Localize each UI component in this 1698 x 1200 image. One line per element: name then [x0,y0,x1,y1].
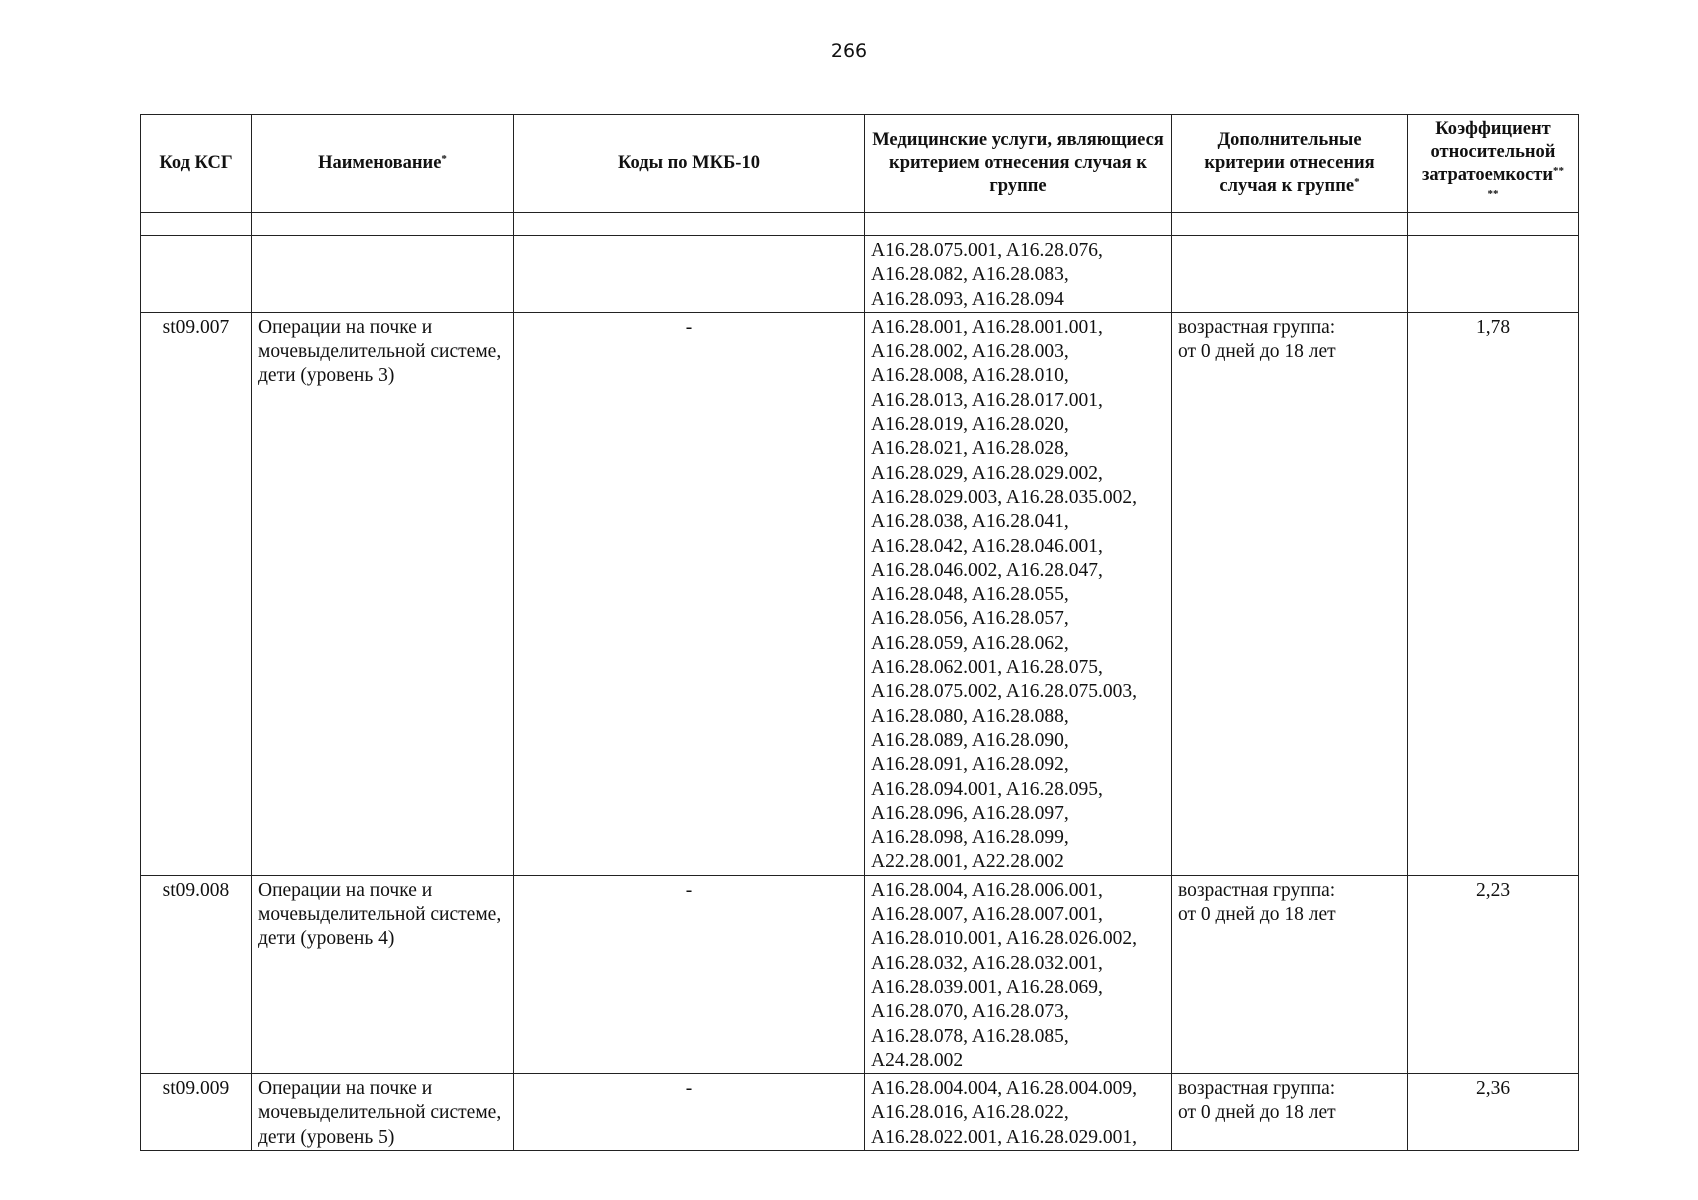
coefficient-cell: 2,36 [1408,1074,1579,1151]
table-row [141,875,1579,1073]
table-header-row [141,115,1579,213]
ksg-table [140,114,1579,1151]
services-cell [865,236,1172,313]
services-cell [865,1074,1172,1151]
mkb-codes-cell: - [514,312,865,875]
coefficient-cell: 2,23 [1408,875,1579,1073]
ksg-name-cell: Операции на почке и мочевыделительной системе, дети (уровень 4) [252,875,514,1073]
service-codes-line: A16.28.021, A16.28.028, [871,438,1069,460]
table-row [141,1074,1579,1151]
service-codes-line: A16.28.019, A16.28.020, [871,414,1069,436]
service-codes-line: A16.28.039.001, A16.28.069, [871,976,1103,998]
ksg-code-cell: st09.007 [141,312,252,875]
service-codes-line: A16.28.098, A16.28.099, [871,827,1069,849]
extra-criteria-cell [1172,1074,1408,1151]
extra-criteria-cell [1172,875,1408,1073]
footnote-mark: ** [1553,164,1565,177]
service-codes-line: A16.28.029.003, A16.28.035.002, [871,486,1137,508]
mkb-codes-cell: - [514,1074,865,1151]
service-codes-line: A16.28.056, A16.28.057, [871,608,1069,630]
service-codes-line: A16.28.042, A16.28.046.001, [871,535,1103,557]
service-codes-line: A22.28.001, A22.28.002 [871,851,1064,873]
header-services: Медицинские услуги, являющиеся критерием отнесения случая к группе [865,115,1172,213]
ksg-code-cell: st09.008 [141,875,252,1073]
service-codes-line: A16.28.007, A16.28.007.001, [871,904,1103,926]
service-codes-line: A16.28.001, A16.28.001.001, [871,316,1103,338]
coefficient-cell [1408,236,1579,313]
mkb-codes-cell [514,236,865,313]
service-codes-line: A16.28.089, A16.28.090, [871,729,1069,751]
page-number: 266 [830,40,868,62]
header-coef: Коэффициент относительной затратоемкости** ** [1408,115,1579,213]
service-codes-line: A16.28.048, A16.28.055, [871,584,1069,606]
services-cell [865,875,1172,1073]
extra-criteria-cell [1172,236,1408,313]
service-codes-line: A16.28.038, A16.28.041, [871,511,1069,533]
service-codes-line: A16.28.080, A16.28.088, [871,705,1069,727]
footnote-mark: * [441,153,447,165]
service-codes-line: A16.28.008, A16.28.010, [871,365,1069,387]
service-codes-line: A16.28.002, A16.28.003, [871,341,1069,363]
service-codes-line: A16.28.075.001, A16.28.076, [871,240,1103,261]
service-codes-line: A16.28.059, A16.28.062, [871,632,1069,654]
service-codes-line: A16.28.032, A16.28.032.001, [871,952,1103,974]
service-codes-line: A16.28.075.002, A16.28.075.003, [871,681,1137,703]
header-code: Код КСГ [141,115,252,213]
service-codes-line: A16.28.010.001, A16.28.026.002, [871,928,1137,950]
header-extra: Дополнительные критерии отнесения случая к группе* [1172,115,1408,213]
ksg-code-cell [141,236,252,313]
mkb-codes-cell: - [514,875,865,1073]
service-codes-line: A16.28.078, A16.28.085, [871,1025,1069,1047]
service-codes-line: A16.28.004.004, A16.28.004.009, [871,1078,1137,1100]
header-mkb: Коды по МКБ-10 [514,115,865,213]
service-codes-line: A16.28.004, A16.28.006.001, [871,879,1103,901]
service-codes-line: A16.28.096, A16.28.097, [871,802,1069,824]
service-codes-line: A16.28.016, A16.28.022, [871,1102,1069,1124]
service-codes-line: A24.28.002 [871,1049,964,1071]
service-codes-line: A16.28.091, A16.28.092, [871,754,1069,776]
table-row [141,312,1579,875]
service-codes-line: A16.28.046.002, A16.28.047, [871,559,1103,581]
footnote-mark: ** [1487,187,1499,200]
service-codes-line: A16.28.082, A16.28.083, [871,264,1069,286]
extra-criteria-line: возрастная группа: [1178,879,1336,901]
empty-row [141,213,1579,236]
service-codes-line: A16.28.093, A16.28.094 [871,288,1064,310]
extra-criteria-line: возрастная группа: [1178,1078,1336,1100]
extra-criteria-line: от 0 дней до 18 лет [1178,904,1336,926]
extra-criteria-line: возрастная группа: [1178,316,1336,338]
ksg-name-cell: Операции на почке и мочевыделительной системе, дети (уровень 3) [252,312,514,875]
extra-criteria-line: от 0 дней до 18 лет [1178,1102,1336,1124]
ksg-name-cell [252,236,514,313]
ksg-code-cell: st09.009 [141,1074,252,1151]
service-codes-line: A16.28.022.001, A16.28.029.001, [871,1126,1137,1148]
ksg-name-cell: Операции на почке и мочевыделительной системе, дети (уровень 5) [252,1074,514,1151]
service-codes-line: A16.28.094.001, A16.28.095, [871,778,1103,800]
table-row [141,236,1579,313]
service-codes-line: A16.28.062.001, A16.28.075, [871,657,1103,679]
extra-criteria-line: от 0 дней до 18 лет [1178,341,1336,363]
coefficient-cell: 1,78 [1408,312,1579,875]
header-name: Наименование* [252,115,514,213]
footnote-mark: * [1354,176,1360,188]
service-codes-line: A16.28.070, A16.28.073, [871,1001,1069,1023]
extra-criteria-cell [1172,312,1408,875]
service-codes-line: A16.28.029, A16.28.029.002, [871,462,1103,484]
service-codes-line: A16.28.013, A16.28.017.001, [871,389,1103,411]
services-cell [865,312,1172,875]
